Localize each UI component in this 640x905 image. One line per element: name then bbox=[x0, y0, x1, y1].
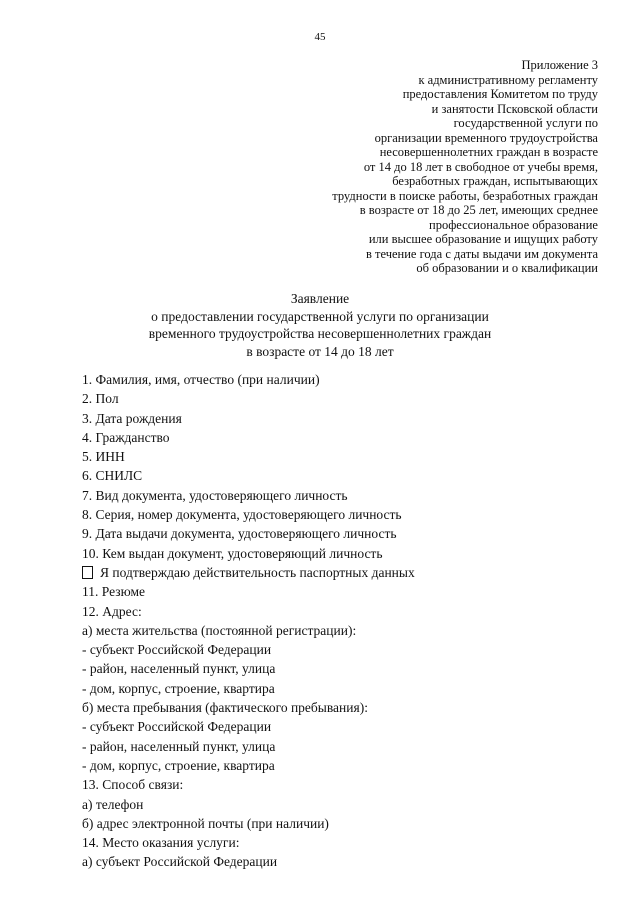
passport-confirm-label: Я подтверждаю действительность паспортных данных bbox=[100, 564, 415, 580]
document-subtitle-line: о предоставлении государственной услуги по организации bbox=[151, 308, 489, 324]
appendix-line: или высшее образование и ищущих работу bbox=[368, 232, 598, 246]
field-address-stay-subject: - субъект Российской Федерации bbox=[82, 719, 272, 735]
field-inn: 5. ИНН bbox=[82, 449, 125, 465]
appendix-line: несовершеннолетних граждан в возрасте bbox=[379, 145, 598, 159]
field-address-residence: а) места жительства (постоянной регистрации): bbox=[82, 622, 357, 638]
field-contact-email: б) адрес электронной почты (при наличии) bbox=[82, 815, 329, 831]
appendix-header bbox=[238, 58, 598, 276]
appendix-line: организации временного трудоустройства bbox=[374, 130, 598, 145]
field-address-stay-district: - район, населенный пункт, улица bbox=[82, 738, 276, 754]
field-address-residence-district: - район, населенный пункт, улица bbox=[82, 661, 276, 677]
page-number: 45 bbox=[314, 31, 326, 43]
appendix-line: Приложение 3 bbox=[521, 58, 598, 72]
field-address: 12. Адрес: bbox=[82, 603, 142, 619]
document-subtitle-line: временного трудоустройства несовершеннолетних граждан bbox=[148, 326, 492, 341]
field-id-doc-type: 7. Вид документа, удостоверяющего личность bbox=[82, 487, 348, 503]
field-address-residence-subject: - субъект Российской Федерации bbox=[82, 642, 272, 658]
field-contact-phone: а) телефон bbox=[82, 796, 144, 812]
field-id-doc-issuer: 10. Кем выдан документ, удостоверяющий личность bbox=[82, 545, 383, 561]
appendix-line: в возрасте от 18 до 25 лет, имеющих среднее bbox=[359, 203, 598, 217]
appendix-line: об образовании и о квалификации bbox=[416, 261, 598, 275]
appendix-line: безработных граждан, испытывающих bbox=[392, 174, 598, 188]
field-snils: 6. СНИЛС bbox=[82, 468, 143, 484]
field-address-residence-house: - дом, корпус, строение, квартира bbox=[82, 680, 275, 696]
appendix-line: в течение года с даты выдачи им документа bbox=[365, 246, 598, 261]
appendix-line: трудности в поиске работы, безработных граждан bbox=[332, 188, 598, 203]
field-service-place: 14. Место оказания услуги: bbox=[82, 835, 240, 851]
field-id-doc-number: 8. Серия, номер документа, удостоверяющего личность bbox=[82, 507, 402, 523]
field-contact-method: 13. Способ связи: bbox=[82, 777, 184, 793]
appendix-line: и занятости Псковской области bbox=[431, 101, 598, 116]
document-title-block bbox=[0, 290, 640, 360]
field-citizenship: 4. Гражданство bbox=[82, 429, 170, 445]
appendix-line: к административному регламенту bbox=[418, 72, 598, 87]
field-full-name: 1. Фамилия, имя, отчество (при наличии) bbox=[82, 372, 320, 387]
appendix-line: от 14 до 18 лет в свободное от учебы время, bbox=[363, 159, 598, 174]
passport-confirm-checkbox[interactable] bbox=[82, 566, 93, 579]
field-sex: 2. Пол bbox=[82, 391, 119, 407]
appendix-line: государственной услуги по bbox=[453, 116, 598, 130]
field-id-doc-issue-date: 9. Дата выдачи документа, удостоверяющего личность bbox=[82, 526, 397, 542]
document-title: Заявление bbox=[290, 291, 350, 306]
field-service-place-subject: а) субъект Российской Федерации bbox=[82, 854, 278, 870]
document-subtitle-line: в возрасте от 14 до 18 лет bbox=[246, 343, 394, 359]
field-address-stay-house: - дом, корпус, строение, квартира bbox=[82, 757, 275, 773]
appendix-line: предоставления Комитетом по труду bbox=[402, 87, 598, 101]
passport-confirm-row bbox=[82, 563, 582, 582]
field-address-stay: б) места пребывания (фактического пребывания): bbox=[82, 700, 368, 716]
appendix-line: профессиональное образование bbox=[429, 217, 598, 232]
field-resume: 11. Резюме bbox=[82, 584, 146, 600]
application-fields bbox=[82, 370, 582, 872]
field-birth-date: 3. Дата рождения bbox=[82, 410, 182, 426]
